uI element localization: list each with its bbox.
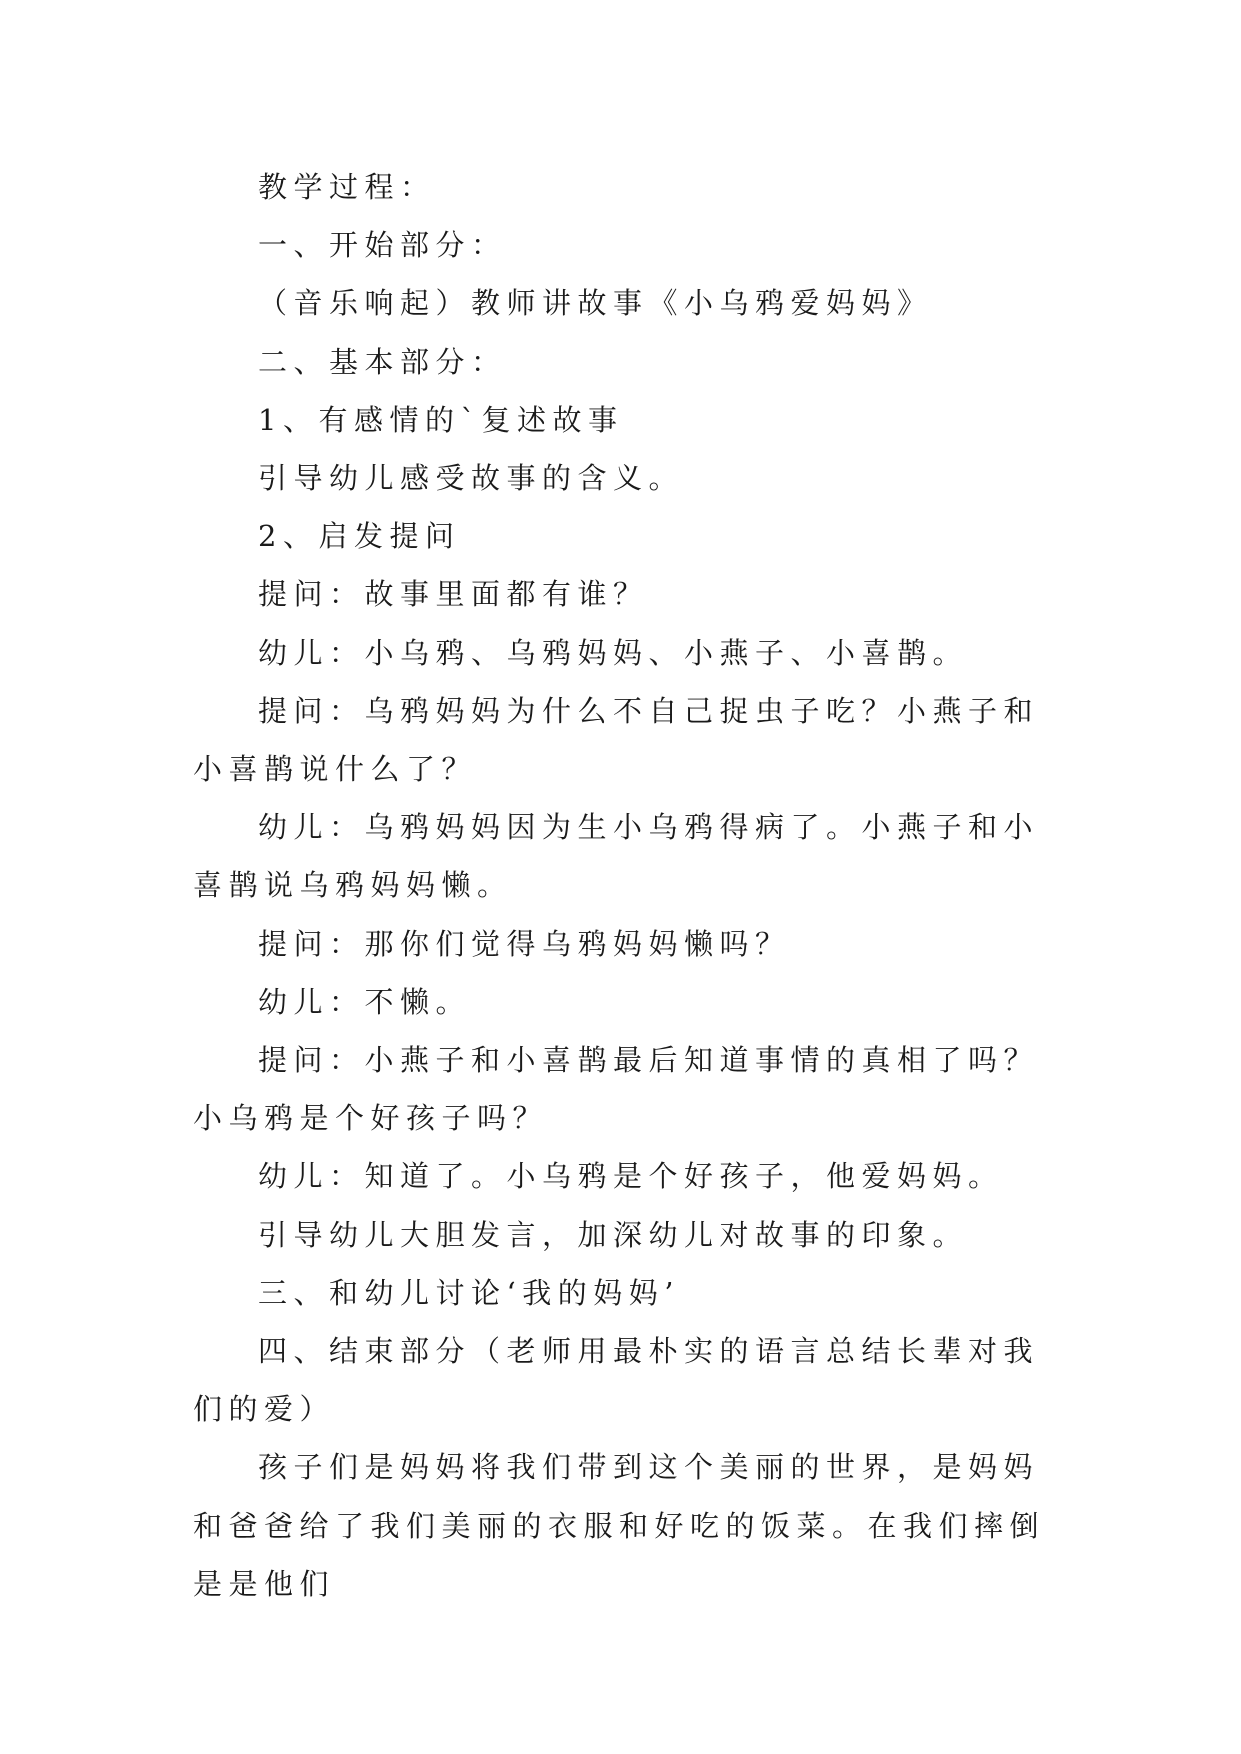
paragraph-answer-3: 幼儿：不懒。 [258,984,472,1019]
paragraph-discussion: 三、和幼儿讨论‘我的妈妈’ [258,1275,680,1310]
paragraph-encourage-speaking: 引导幼儿大胆发言，加深幼儿对故事的印象。 [258,1217,969,1252]
paragraph-answer-4: 幼儿：知道了。小乌鸦是个好孩子，他爱妈妈。 [258,1159,1004,1194]
paragraph-story-meaning: 引导幼儿感受故事的含义。 [258,461,685,496]
paragraph-questions-heading: 2、启发提问 [258,519,461,554]
paragraph-question-3: 提问：那你们觉得乌鸦妈妈懒吗？ [258,926,791,961]
paragraph-question-1: 提问：故事里面都有谁？ [258,577,649,612]
document-body [193,158,1063,1613]
paragraph-question-4: 提问：小燕子和小喜鹊最后知道事情的真相了吗？小乌鸦是个好孩子吗？ [193,1043,1040,1136]
paragraph-story-telling: （音乐响起）教师讲故事《小乌鸦爱妈妈》 [258,286,933,321]
paragraph-closing-section: 四、结束部分（老师用最朴实的语言总结长辈对我们的爱） [193,1334,1040,1427]
paragraph-opening-section: 一、开始部分： [258,228,507,263]
paragraph-basic-section: 二、基本部分： [258,344,507,379]
paragraph-teaching-process: 教学过程： [258,170,436,204]
paragraph-answer-1: 幼儿：小乌鸦、乌鸦妈妈、小燕子、小喜鹊。 [258,635,969,670]
paragraph-retell-story: 1、有感情的`复述故事 [258,402,624,437]
paragraph-closing-text: 孩子们是妈妈将我们带到这个美丽的世界，是妈妈和爸爸给了我们美丽的衣服和好吃的饭菜。在我们摔倒是是他们 [193,1450,1046,1601]
paragraph-answer-2: 幼儿：乌鸦妈妈因为生小乌鸦得病了。小燕子和小喜鹊说乌鸦妈妈懒。 [193,810,1040,903]
paragraph-question-2: 提问：乌鸦妈妈为什么不自己捉虫子吃？小燕子和小喜鹊说什么了？ [193,693,1040,787]
